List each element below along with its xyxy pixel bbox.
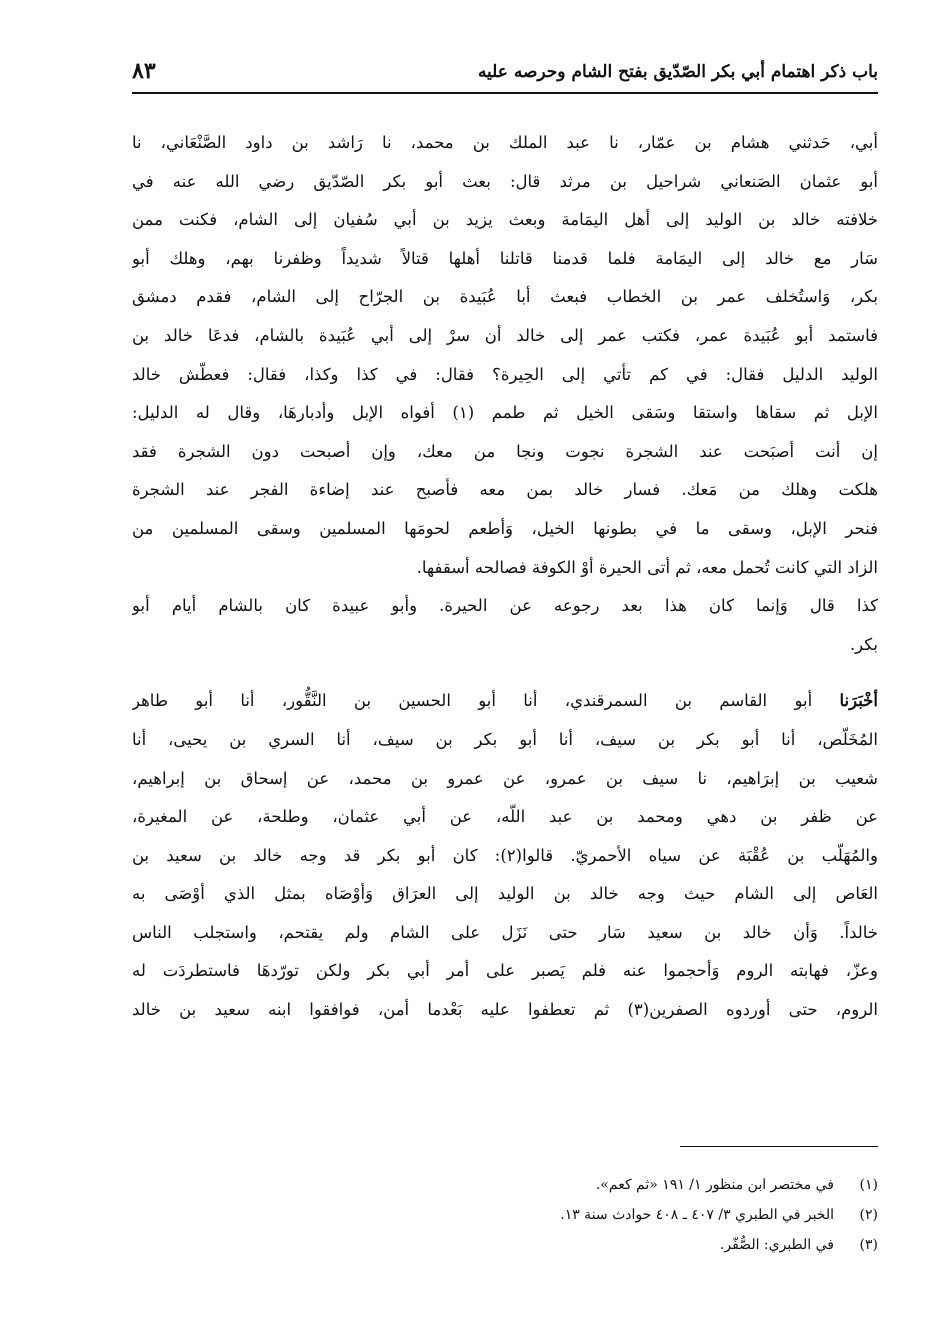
footnote-marker: (١): [859, 1177, 878, 1193]
text-line: الوليد الدليل فقال: في كم تأتي إلى الحِيرة؟ فقال: في كذا وكذا، فقال: فعطّش خالد: [132, 364, 878, 384]
text-line: أبي، حَدثني هشام بن عمّار، نا عبد الملك بن محمد، نا رَاشد بن داود الصَّنْعَاني، نا: [132, 133, 878, 152]
text-line: فاستمد أبو عُبَيدة عمر، فكتب عمر إلى خالد أن سرْ إلى أبي عُبَيدة بالشام، فدعَا خالد بن: [132, 325, 878, 345]
text-line: سَار مع خالد إلى اليمَامة فلما قدمنا قاتلنا أهلها قتالاً شديداً وظفرنا بهم، وهلك أبو: [132, 248, 878, 268]
page-number: ٨٣: [132, 58, 156, 84]
text-line: الزاد التي كانت تُحمل معه، ثم أتى الحيرة أوْ الكوفة فصالحه أسقفها.: [416, 557, 878, 577]
footnote-text: الخبر في الطبري ٣/ ٤٠٧ ـ ٤٠٨ حوادث سنة ١٣.: [560, 1207, 834, 1223]
body-text: [132, 124, 878, 1030]
running-title: باب ذكر اهتمام أبي بكر الصّدّيق بفتح الشام وحرصه عليه: [477, 62, 878, 82]
text-line: الروم، حتى أوردوه الصفرين(٣) ثم تعطفوا عليه بَعْدما أمن، فوافقوا ابنه سعيد بن خالد: [132, 1000, 878, 1020]
footnote-marker: (٣): [859, 1237, 878, 1253]
text-line: المُخَلّص، أنا أبو بكر بن سيف، أنا أبو بكر بن سيف، أنا السري بن يحيى، أنا: [132, 729, 878, 749]
text-line: العَاص إلى الشام حيث وجه خالد بن الوليد إلى العرَاق وَأوْصَاه بمثل الذي أوْصَى به: [132, 884, 878, 904]
paragraph-gap: [132, 664, 878, 682]
text-line: إن أنت أصبَحت عند الشجرة نجوت ونجا من معك، وإن أصبحت دون الشجرة فقد: [132, 441, 878, 461]
text-line: كذا قال وَإنما كان هذا بعد رجوعه عن الحيرة. وأبو عبيدة كان بالشام أيام أبو: [132, 596, 878, 616]
text-line: وعزّ، فهابته الروم وَأحجموا عنه فلم يَصبر على أمر أبي بكر ولكن تورّدهَا فاستطردَت له: [132, 961, 878, 981]
text-line: شعيب بن إبرَاهيم، نا سيف بن عمرو، عن عمرو بن محمد، عن إسحاق بن إبراهيم،: [132, 768, 878, 788]
footnote-divider: [680, 1146, 878, 1147]
footnote-text: في الطبري: الصُّفّر.: [719, 1237, 834, 1253]
text-line: هلكت وهلك من مَعك. فسار خالد بمن معه فأصبح عند إضاءة الفجر عند الشجرة: [132, 480, 878, 500]
footnote-text: في مختصر ابن منظور ١/ ١٩١ «ثم كعم».: [595, 1177, 834, 1193]
text-line: والمُهَلّب بن عُقْبَة عن سياه الأحمريّ. قالوا(٢): كان أبو بكر قد وجه خالد بن سعيد بن: [132, 845, 878, 865]
text-line: أبو عثمان الصَنعاني شراحيل بن مرثد قال: بعث أبو بكر الصّدّيق رضي الله عنه في: [132, 171, 878, 191]
paragraph-lead-word: أخْبَرَنا: [839, 691, 878, 711]
footnote-2: [132, 1200, 878, 1230]
text-line: فنحر الإبل، وسقى ما في بطونها الخيل، وَأطعم لحومَها المسلمين وسقى المسلمين من: [132, 518, 878, 538]
text-line: [132, 682, 878, 721]
text-line: خلافته خالد بن الوليد إلى أهل اليمَامة وبعث يزيد بن أبي سُفيان إلى الشام، فكنت ممن: [132, 210, 878, 230]
text-line: خالداً. وَأن خالد بن سعيد سَار حتى نَزَل على الشام ولم يقتحم، واستجلب الناس: [132, 922, 878, 942]
text-line: عن ظفر بن دهي ومحمد بن عبد اللّه، عن أبي عثمان، وطلحة، عن المغيرة،: [132, 807, 878, 827]
footnote-marker: (٢): [859, 1207, 878, 1223]
footnote-3: [132, 1230, 878, 1260]
text-line: الإبل ثم سقاها واستقا وسَقى الخيل ثم طمم (١) أفواه الإبل وأدبارهَا، وقال له الدليل:: [132, 403, 878, 423]
text-line: بكر، وَاستُخلف عمر بن الخطاب فبعث أبا عُبَيدة بن الجرّاح إلى الشام، فقدم دمشق: [132, 287, 878, 307]
page-header: [132, 52, 878, 94]
footnotes: [132, 1170, 878, 1260]
footnote-1: [132, 1170, 878, 1200]
text-line-content: أبو القاسم بن السمرقندي، أنا أبو الحسين بن النَّقُّور، أنا أبو طاهر: [132, 691, 813, 711]
text-line: بكر.: [849, 634, 878, 654]
